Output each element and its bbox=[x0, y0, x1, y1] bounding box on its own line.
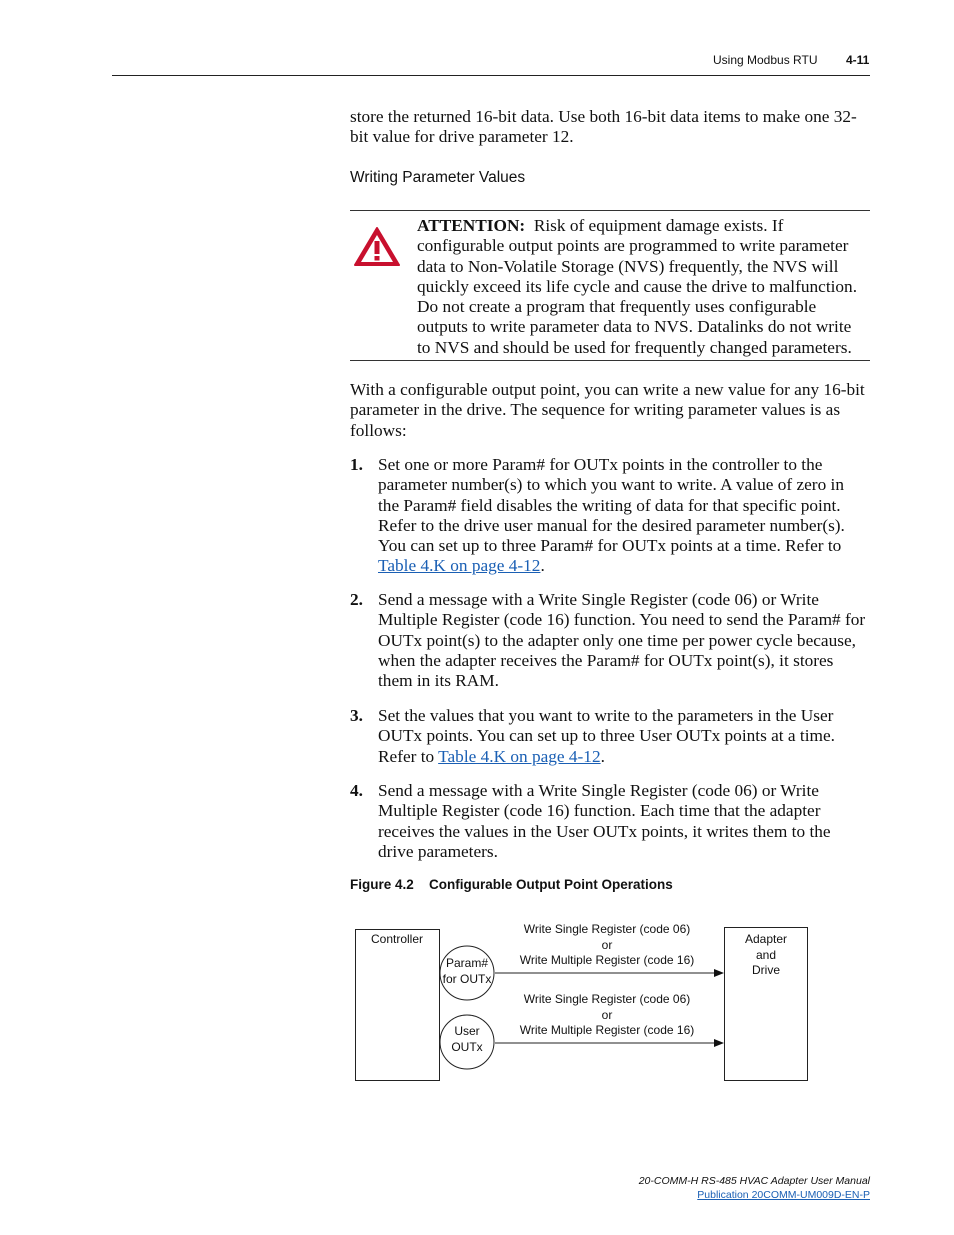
step-number: 1. bbox=[350, 455, 363, 474]
param-circle-line: for OUTx bbox=[442, 971, 492, 986]
arrow-label-line: Write Single Register (code 06) bbox=[523, 922, 691, 936]
header-section-title: Using Modbus RTU bbox=[713, 53, 818, 67]
step-body: Set the values that you want to write to the parameters in the User OUTx points. You can set up to three User OUTx points at a time. Refer to bbox=[378, 706, 835, 766]
adapter-line: Drive bbox=[751, 963, 780, 977]
step-text: Send a message with a Write Single Register (code 06) or Write Multiple Register (code 16) function. Each time that the adapter receives the values in the User OUTx points, it writes them to the drive parameters. bbox=[378, 781, 831, 861]
step-text bbox=[378, 455, 868, 577]
adapter-line: and bbox=[755, 947, 777, 962]
step-body: Set one or more Param# for OUTx points in the controller to the parameter number(s) to which you want to write. A value of zero in the Param# field disables the writing of data for that specific point. Refer to the drive user manual for the desired parameter number(s). You can set up to three Param# for OUTx points at a time. Refer to bbox=[378, 455, 845, 556]
attention-message: Risk of equipment damage exists. If configurable output points are programmed to write parameter data to Non-Volatile Storage (NVS) frequently, the NVS will quickly exceed its life cycle and cause the drive to malfunction. Do not create a program that frequently uses configurable outputs to write parameter data to NVS. Datalinks do not write to NVS and should be used for frequently changed parameters. bbox=[417, 216, 858, 357]
step-number: 3. bbox=[350, 706, 363, 725]
attention-label: ATTENTION: bbox=[417, 216, 526, 235]
arrow-label-line: or bbox=[601, 937, 613, 952]
arrow-label-line: Write Multiple Register (code 16) bbox=[519, 1023, 695, 1037]
adapter-label bbox=[724, 932, 808, 979]
step-end: . bbox=[600, 746, 605, 766]
figure-caption bbox=[350, 877, 673, 892]
config-paragraph: With a configurable output point, you can write a new value for any 16-bit parameter in the drive. The sequence for writing parameter values is as follows: bbox=[350, 380, 865, 440]
param-circle-line: Param# bbox=[445, 956, 489, 970]
warning-triangle-icon bbox=[353, 225, 401, 267]
figure-diagram bbox=[345, 915, 825, 1090]
adapter-line: Adapter bbox=[744, 932, 788, 946]
page-header bbox=[0, 0, 954, 80]
step-text: Send a message with a Write Single Register (code 06) or Write Multiple Register (code 16) function. You need to send the Param# for OUTx point(s) to the adapter only one time per power cycle because, when the adapter receives the Param# for OUTx point(s), it stores them in its RAM. bbox=[378, 590, 866, 691]
arrow-label-line: or bbox=[601, 1007, 613, 1022]
user-circle-label bbox=[437, 1024, 497, 1055]
step-number: 2. bbox=[350, 590, 363, 609]
intro-paragraph: store the returned 16-bit data. Use both 16-bit data items to make one 32-bit value for drive parameter 12. bbox=[350, 107, 857, 147]
arrow-2-label bbox=[507, 992, 707, 1039]
table-4k-link[interactable]: Table 4.K on page 4-12 bbox=[438, 746, 601, 766]
param-circle-label bbox=[437, 956, 497, 987]
figure-title: Configurable Output Point Operations bbox=[429, 877, 673, 892]
arrow-1-label bbox=[507, 922, 707, 969]
subheading-writing-parameter-values: Writing Parameter Values bbox=[350, 169, 526, 186]
user-circle-line: User bbox=[454, 1024, 480, 1038]
controller-label: Controller bbox=[370, 932, 424, 946]
table-4k-link[interactable]: Table 4.K on page 4-12 bbox=[378, 556, 541, 576]
arrow-label-line: Write Single Register (code 06) bbox=[523, 992, 691, 1006]
step-text bbox=[378, 706, 868, 767]
arrow-label-line: Write Multiple Register (code 16) bbox=[519, 953, 695, 967]
header-rule bbox=[112, 75, 870, 76]
step-end: . bbox=[540, 556, 545, 576]
user-circle-line: OUTx bbox=[451, 1039, 483, 1054]
footer-manual-title: 20-COMM-H RS-485 HVAC Adapter User Manual bbox=[638, 1175, 870, 1187]
controller-box bbox=[356, 930, 440, 1081]
step-number: 4. bbox=[350, 781, 363, 800]
figure-label: Figure 4.2 bbox=[350, 877, 414, 892]
attention-text bbox=[417, 216, 867, 358]
header-page-number: 4-11 bbox=[846, 53, 870, 67]
footer-publication-link[interactable]: Publication 20COMM-UM009D-EN-P bbox=[697, 1189, 870, 1201]
attention-box bbox=[350, 210, 870, 361]
